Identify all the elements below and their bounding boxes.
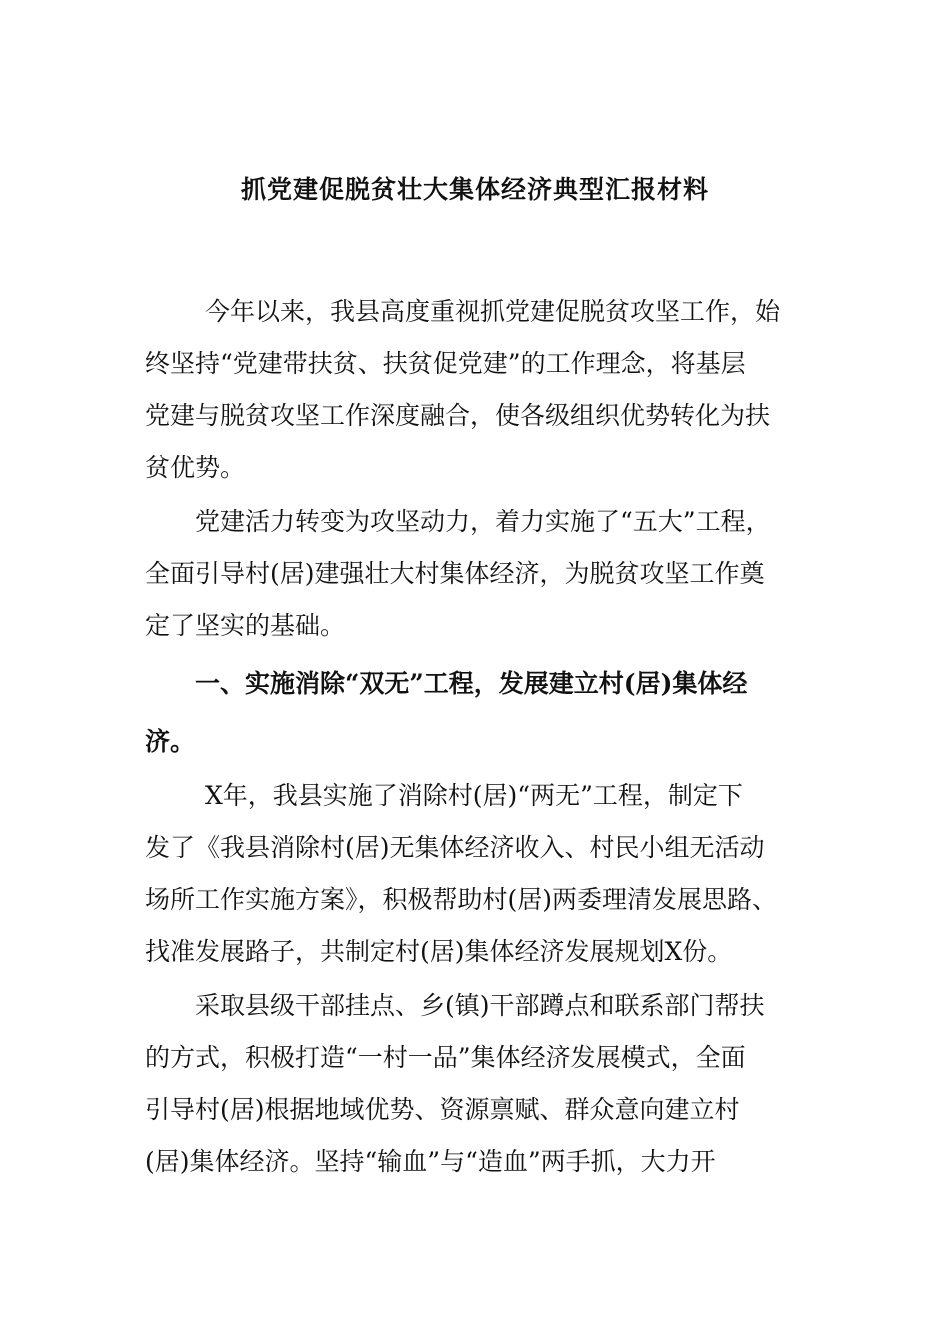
paragraph-4 <box>145 980 805 1188</box>
paragraph-line: 贫优势。 <box>145 453 246 482</box>
paragraph-line: 今年以来，我县高度重视抓党建促脱贫攻坚工作，始 <box>205 297 781 326</box>
paragraph-1 <box>145 286 805 494</box>
section-heading-1 <box>145 655 805 771</box>
paragraph-line: 找准发展路子，共制定村(居)集体经济发展规划X份。 <box>145 937 733 966</box>
paragraph-2 <box>145 496 805 652</box>
document-title: 抓党建促脱贫壮大集体经济典型汇报材料 <box>240 175 709 204</box>
paragraph-line: 全面引导村(居)建强壮大村集体经济，为脱贫攻坚工作奠 <box>145 559 765 588</box>
paragraph-line: 党建活力转变为攻坚动力，着力实施了“五大”工程， <box>195 507 771 536</box>
paragraph-line: 定了坚实的基础。 <box>145 611 346 640</box>
paragraph-line: X年，我县实施了消除村(居)“两无”工程，制定下 <box>205 781 743 810</box>
paragraph-line: 发了《我县消除村(居)无集体经济收入、村民小组无活动 <box>145 833 765 862</box>
paragraph-3 <box>145 770 805 978</box>
heading-line: 一、实施消除“双无”工程，发展建立村(居)集体经 <box>195 669 748 698</box>
paragraph-line: 终坚持“党建带扶贫、扶贫促党建”的工作理念，将基层 <box>145 349 746 378</box>
paragraph-line: 党建与脱贫攻坚工作深度融合，使各级组织优势转化为扶 <box>145 401 771 430</box>
paragraph-line: 采取县级干部挂点、乡(镇)干部蹲点和联系部门帮扶 <box>195 991 765 1020</box>
paragraph-line: 引导村(居)根据地域优势、资源禀赋、群众意向建立村 <box>145 1095 740 1124</box>
paragraph-line: (居)集体经济。坚持“输血”与“造血”两手抓，大力开 <box>145 1147 716 1176</box>
heading-line: 济。 <box>145 727 196 756</box>
paragraph-line: 的方式，积极打造“一村一品”集体经济发展模式，全面 <box>145 1043 746 1072</box>
paragraph-line: 场所工作实施方案》，积极帮助村(居)两委理清发展思路、 <box>145 885 778 914</box>
